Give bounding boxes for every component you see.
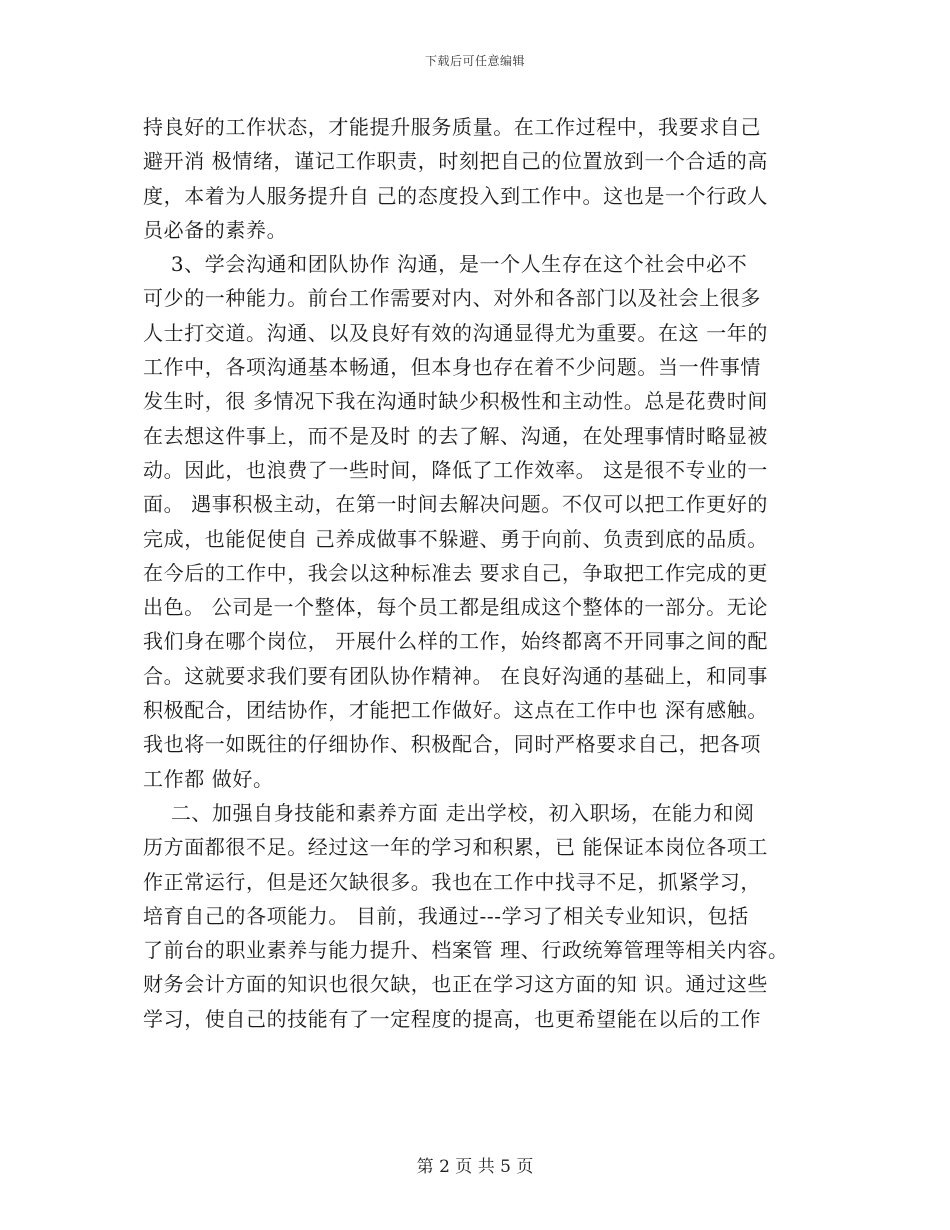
text-line: 可少的一种能力。前台工作需要对内、对外和各部门以及社会上很多 (143, 286, 761, 311)
document-body (143, 110, 843, 1036)
text-line: 合。这就要求我们要有团队协作精神。 在良好沟通的基础上，和同事 (143, 663, 768, 688)
text-line: 工作都 做好。 (143, 766, 274, 791)
text-line: 积极配合，团结协作，才能把工作做好。这点在工作中也 深有感触。 (143, 698, 768, 723)
text-line: 在今后的工作中，我会以这种标准去 要求自己，争取把工作完成的更 (143, 560, 768, 585)
text-line: 动。因此，也浪费了一些时间，降低了工作效率。 这是很不专业的一 (143, 457, 768, 482)
text-line: 人士打交道。沟通、以及良好有效的沟通显得尤为重要。在这 一年的 (143, 320, 768, 345)
text-line: 二、加强自身技能和素养方面 走出学校，初入职场，在能力和阅 (143, 800, 755, 825)
text-line: 工作中，各项沟通基本畅通，但本身也存在着不少问题。当一件事情 (143, 355, 761, 380)
text-line: 了前台的职业素养与能力提升、档案管 理、行政统筹管理等相关内容。 (143, 938, 789, 963)
text-line: 员必备的素养。 (143, 217, 288, 242)
text-line: 3、学会沟通和团队协作 沟通，是一个人生存在这个社会中必不 (143, 252, 748, 277)
text-line: 面。 遇事积极主动，在第一时间去解决问题。不仅可以把工作更好的 (143, 492, 768, 517)
text-line: 作正常运行，但是还欠缺很多。我也在工作中找寻不足，抓紧学习， (143, 869, 761, 894)
text-line: 完成，也能促使自 己养成做事不躲避、勇于向前、负责到底的品质。 (143, 526, 768, 551)
text-line: 我也将一如既往的仔细协作、积极配合，同时严格要求自己，把各项 (143, 732, 761, 757)
text-line: 度，本着为人服务提升自 己的态度投入到工作中。这也是一个行政人 (143, 183, 768, 208)
text-line: 出色。 公司是一个整体，每个员工都是组成这个整体的一部分。无论 (143, 595, 768, 620)
text-line: 避开消 极情绪，谨记工作职责，时刻把自己的位置放到一个合适的高 (143, 149, 768, 174)
text-line: 历方面都很不足。经过这一年的学习和积累，已 能保证本岗位各项工 (143, 835, 768, 860)
text-line: 培育自己的各项能力。 目前，我通过---学习了相关专业知识，包括 (143, 903, 749, 928)
page-number-footer: 第 2 页 共 5 页 (416, 1157, 534, 1177)
text-line: 财务会计方面的知识也很欠缺，也正在学习这方面的知 识。通过这些 (143, 972, 768, 997)
text-line: 持良好的工作状态，才能提升服务质量。在工作过程中，我要求自己 (143, 115, 761, 139)
text-line: 我们身在哪个岗位， 开展什么样的工作，始终都离不开同事之间的配 (143, 629, 768, 654)
text-line: 学习，使自己的技能有了一定程度的提高，也更希望能在以后的工作 (143, 1006, 761, 1031)
text-line: 在去想这件事上，而不是及时 的去了解、沟通，在处理事情时略显被 (143, 423, 768, 448)
text-line: 发生时，很 多情况下我在沟通时缺少积极性和主动性。总是花费时间 (143, 389, 768, 414)
page-header: 下载后可任意编辑 (424, 54, 525, 68)
